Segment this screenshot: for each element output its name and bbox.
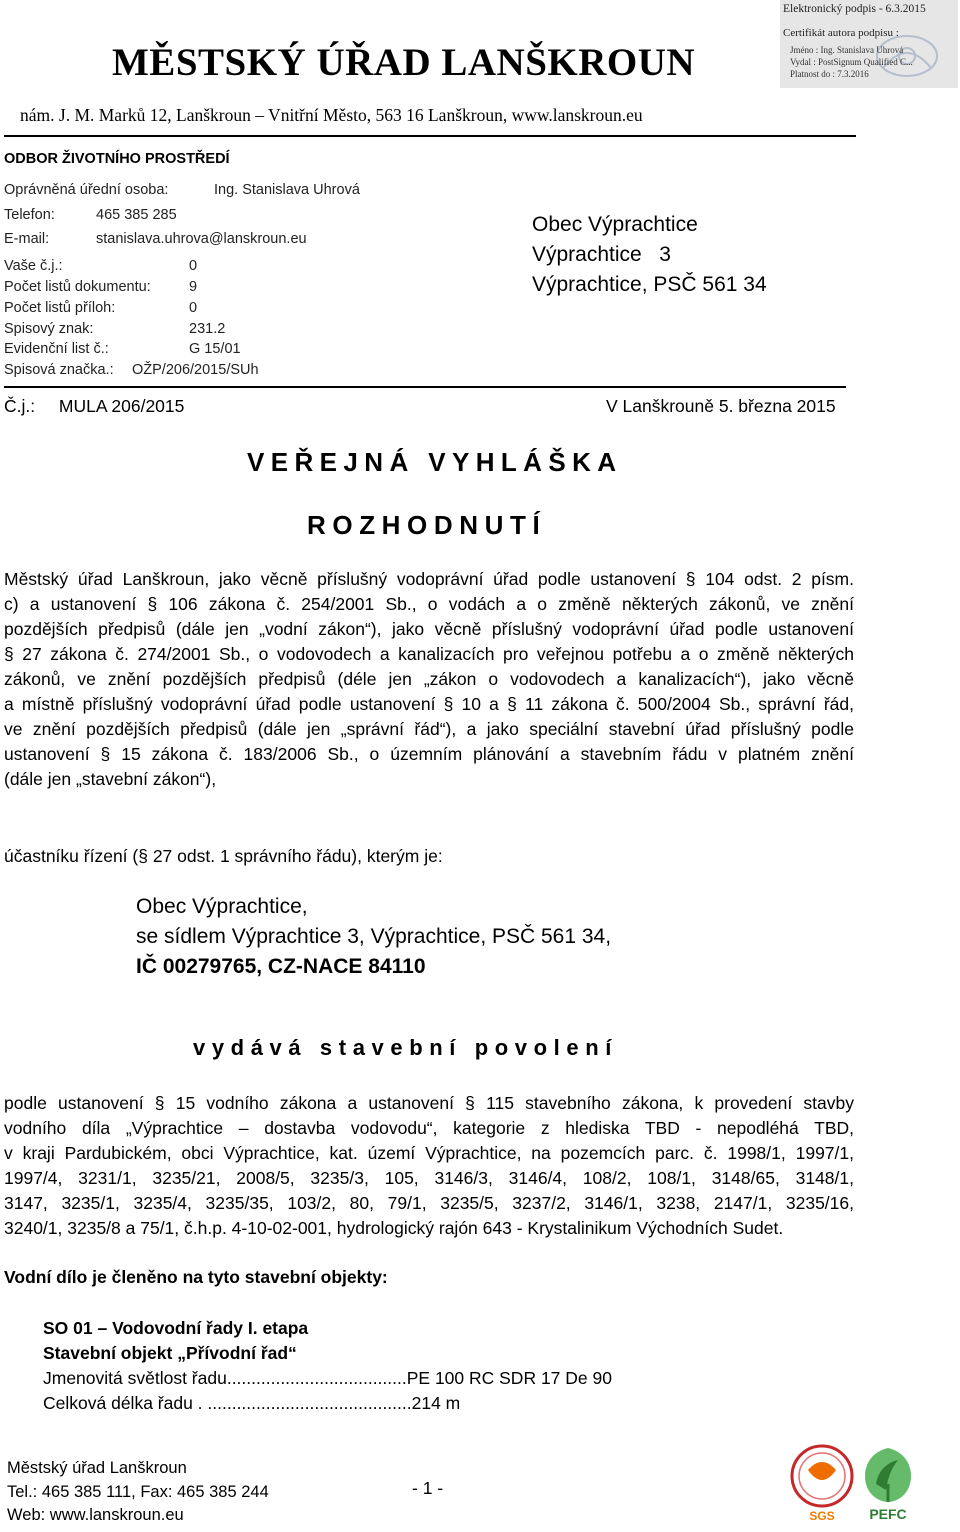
permit-heading: vydává stavební povolení xyxy=(193,1035,618,1060)
footer-web: Web: www.lanskroun.eu xyxy=(7,1506,184,1524)
phone-value: 465 385 285 xyxy=(96,207,177,223)
department-name: ODBOR ŽIVOTNÍHO PROSTŘEDÍ xyxy=(4,151,230,167)
signature-validity: Platnost do : 7.3.2016 xyxy=(790,69,869,79)
party-seat: se sídlem Výprachtice 3, Výprachtice, PSČ 561 34, xyxy=(136,925,612,948)
official-label: Oprávněná úřední osoba: xyxy=(4,182,169,198)
office-title: MĚSTSKÝ ÚŘAD LANŠKROUN xyxy=(112,41,696,84)
paragraph-line: c) a ustanovení § 106 zákona č. 254/2001 Sb., o vodách a o změně některých zákonů, ve znění xyxy=(4,594,854,614)
pefc-logo-icon xyxy=(858,1444,918,1524)
footer-phone: Tel.: 465 385 111, Fax: 465 385 244 xyxy=(7,1483,269,1501)
paragraph-line: v kraji Pardubickém, obci Výprachtice, kat. území Výprachtice, na pozemcích parc. č. 1998/1, 1997/1, xyxy=(4,1143,854,1163)
header-divider xyxy=(4,135,856,137)
so01-subtitle: Stavební objekt „Přívodní řad“ xyxy=(43,1343,297,1363)
paragraph-line: 3240/1, 3235/8 a 75/1, č.h.p. 4-10-02-001, hydrologický rajón 643 - Krystalinikum Východních Sudet. xyxy=(4,1218,784,1238)
public-notice-heading: VEŘEJNÁ VYHLÁŠKA xyxy=(247,447,623,477)
ref-value: 231.2 xyxy=(189,321,226,337)
electronic-signature-stamp xyxy=(780,0,958,88)
ref-value: 9 xyxy=(189,279,198,295)
legal-basis-paragraph xyxy=(4,567,854,792)
reference-number-value: MULA 206/2015 xyxy=(58,396,185,416)
email-value: stanislava.uhrova@lanskroun.eu xyxy=(96,231,307,247)
so01-title: SO 01 – Vodovodní řady I. etapa xyxy=(43,1318,309,1338)
decision-heading: ROZHODNUTÍ xyxy=(307,510,547,540)
paragraph-line: podle ustanovení § 15 vodního zákona a ustanovení § 115 stavebního zákona, k provedení stavby xyxy=(4,1093,854,1113)
paragraph-line: a místně příslušný vodoprávní úřad podle ustanovení § 10 a § 11 zákona č. 500/2004 Sb., správní řád, xyxy=(4,694,854,714)
ref-value: OŽP/206/2015/SUh xyxy=(132,362,259,378)
so01-length: Celková délka řadu . ..........................................214 m xyxy=(43,1393,461,1413)
recipient-line: Obec Výprachtice xyxy=(532,213,698,236)
email-label: E-mail: xyxy=(4,231,50,247)
ref-label: Spisový znak: xyxy=(4,321,94,337)
reference-divider xyxy=(4,386,846,388)
objects-heading: Vodní dílo je členěno na tyto stavební objekty: xyxy=(4,1267,388,1287)
signature-certificate-label: Certifikát autora podpisu : xyxy=(783,27,899,39)
permit-paragraph xyxy=(4,1091,854,1241)
ref-label: Spisová značka.: xyxy=(4,362,114,378)
so01-diameter: Jmenovitá světlost řadu.....................................PE 100 RC SDR 17 De 90 xyxy=(43,1368,612,1388)
paragraph-line: ustanovení § 15 zákona č. 183/2006 Sb., o územním plánování a stavebním řádu v platném znění xyxy=(4,744,854,764)
footer-office: Městský úřad Lanškroun xyxy=(7,1459,187,1477)
pefc-text: PEFC xyxy=(869,1506,907,1522)
document-date: V Lanškrouně 5. března 2015 xyxy=(606,396,836,416)
reference-number-label: Č.j.: xyxy=(4,396,36,416)
paragraph-line: vodního díla „Výprachtice – dostavba vodovodu“, kategorie z hlediska TBD - nepodléhá TBD, xyxy=(4,1118,854,1138)
paragraph-line: (dále jen „stavební zákon“), xyxy=(4,769,217,789)
participant-intro: účastníku řízení (§ 27 odst. 1 správního řádu), kterým je: xyxy=(4,846,443,866)
paragraph-line: 3147, 3235/1, 3235/4, 3235/35, 103/2, 80, 79/1, 3235/5, 3237/2, 3146/1, 3238, 2147/1, 3235/16, xyxy=(4,1193,854,1213)
phone-label: Telefon: xyxy=(4,207,55,223)
paragraph-line: 1997/4, 3231/1, 3235/21, 2008/5, 3235/3, 105, 3146/3, 3146/4, 108/2, 108/1, 3148/65, 3148/1, xyxy=(4,1168,854,1188)
ref-label: Počet listů příloh: xyxy=(4,300,116,316)
ref-label: Vaše č.j.: xyxy=(4,258,63,274)
ref-label: Evidenční list č.: xyxy=(4,341,109,357)
page-number: - 1 - xyxy=(412,1478,444,1498)
signature-name: Jméno : Ing. Stanislava Uhrová xyxy=(790,45,904,55)
sgs-certification-icon xyxy=(788,1440,856,1524)
paragraph-line: pozdějších předpisů (dále jen „vodní zákon“), jako věcně příslušný vodoprávní úřad podle ustanovení xyxy=(4,619,854,639)
paragraph-line: zákonů, ve znění pozdějších předpisů (déle jen „zákon o vodovodech a kanalizacích“), jako věcně xyxy=(4,669,854,689)
signature-issuer: Vydal : PostSignum Qualified C... xyxy=(790,57,913,67)
paragraph-line: ve znění pozdějších předpisů (dále jen „správní řád“), a jako speciální stavební úřad příslušný podle xyxy=(4,719,854,739)
party-ids: IČ 00279765, CZ-NACE 84110 xyxy=(136,955,426,978)
reference-number-row xyxy=(4,396,184,417)
office-address: nám. J. M. Marků 12, Lanškroun – Vnitřní Město, 563 16 Lanškroun, www.lanskroun.eu xyxy=(20,105,643,125)
recipient-line: Výprachtice 3 xyxy=(532,243,671,266)
ref-value: G 15/01 xyxy=(189,341,241,357)
paragraph-line: Městský úřad Lanškroun, jako věcně příslušný vodoprávní úřad podle ustanovení § 104 odst. 2 písm. xyxy=(4,569,854,589)
ref-value: 0 xyxy=(189,300,198,316)
party-name: Obec Výprachtice, xyxy=(136,895,308,918)
signature-title: Elektronický podpis - 6.3.2015 xyxy=(783,3,926,15)
sgs-text: SGS xyxy=(809,1509,835,1523)
ref-label: Počet listů dokumentu: xyxy=(4,279,151,295)
recipient-line: Výprachtice, PSČ 561 34 xyxy=(532,273,767,296)
official-value: Ing. Stanislava Uhrová xyxy=(214,182,360,198)
ref-value: 0 xyxy=(189,258,198,274)
paragraph-line: § 27 zákona č. 274/2001 Sb., o vodovodech a kanalizacích pro veřejnou potřebu a o změně některých xyxy=(4,644,854,664)
